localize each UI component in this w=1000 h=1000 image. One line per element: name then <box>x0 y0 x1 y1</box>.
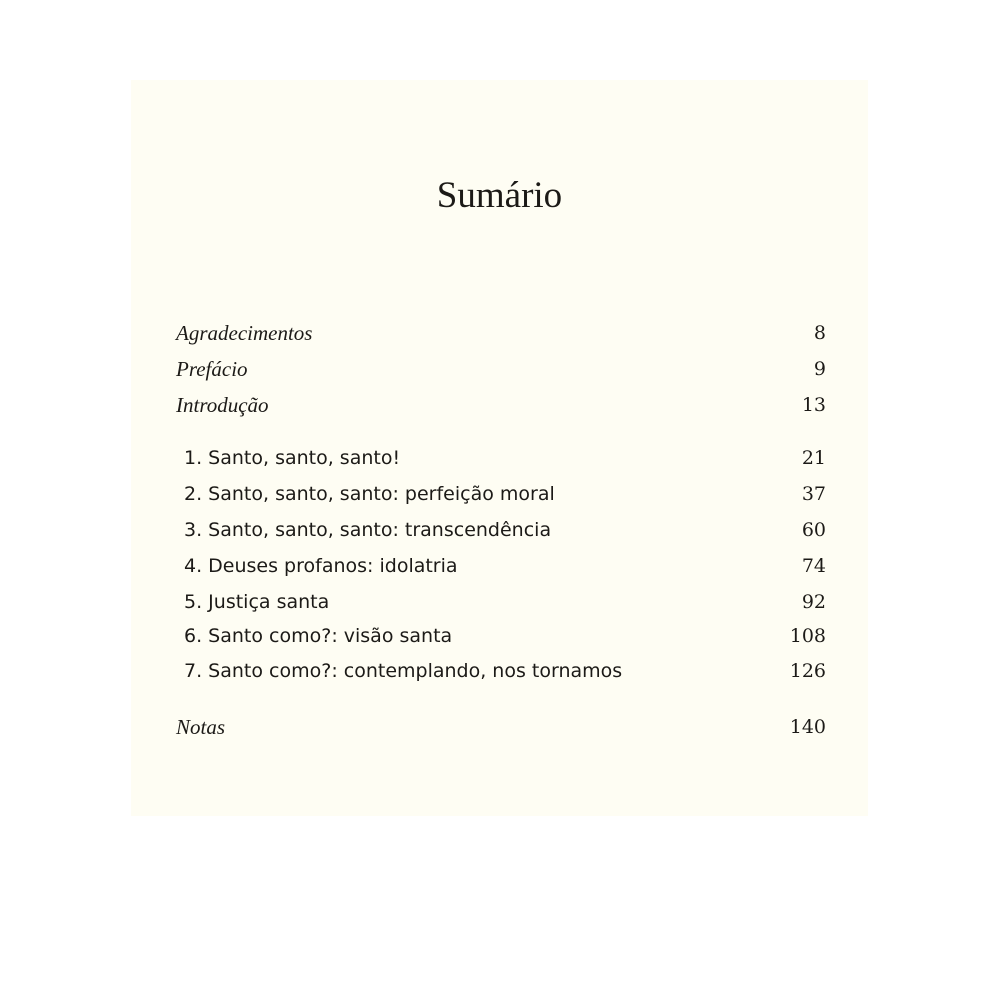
toc-entry-label: 7. Santo como?: contemplando, nos tornamos <box>184 660 623 682</box>
toc-entry-chapter-3 <box>184 515 826 545</box>
toc-entry-chapter-5 <box>184 587 826 617</box>
toc-entry-agradecimentos <box>176 318 826 348</box>
toc-entry-label: 6. Santo como?: visão santa <box>184 625 453 647</box>
toc-entry-chapter-2 <box>184 479 826 509</box>
toc-entry-page-number: 126 <box>789 660 826 682</box>
toc-entry-page-number: 92 <box>801 591 826 613</box>
toc-entry-chapter-6 <box>184 621 826 651</box>
toc-entry-label: Prefácio <box>176 357 248 381</box>
toc-entry-chapter-7 <box>184 656 826 686</box>
toc-entry-page-number: 8 <box>813 322 826 344</box>
toc-entry-page-number: 140 <box>789 716 826 738</box>
toc-entry-chapter-1 <box>184 443 826 473</box>
toc-entry-page-number: 13 <box>801 394 826 416</box>
toc-entry-page-number: 37 <box>801 483 826 505</box>
toc-entry-page-number: 21 <box>801 447 826 469</box>
toc-entry-label: 3. Santo, santo, santo: transcendência <box>184 519 552 541</box>
toc-entry-label: 1. Santo, santo, santo! <box>184 447 401 469</box>
toc-entry-page-number: 60 <box>801 519 826 541</box>
toc-entry-label: Agradecimentos <box>176 321 313 345</box>
toc-entry-label: Introdução <box>176 393 269 417</box>
toc-entry-prefacio <box>176 354 826 384</box>
book-page <box>131 80 868 816</box>
toc-entry-introducao <box>176 390 826 420</box>
toc-entry-notas <box>176 712 826 742</box>
toc-entry-label: 4. Deuses profanos: idolatria <box>184 555 458 577</box>
toc-entry-chapter-4 <box>184 551 826 581</box>
page-title: Sumário <box>436 175 563 216</box>
toc-entry-page-number: 9 <box>813 358 826 380</box>
toc-entry-page-number: 74 <box>801 555 826 577</box>
toc-entry-label: Notas <box>176 715 226 739</box>
toc-entry-label: 5. Justiça santa <box>184 591 330 613</box>
toc-entry-label: 2. Santo, santo, santo: perfeição moral <box>184 483 555 505</box>
toc-entry-page-number: 108 <box>789 625 826 647</box>
